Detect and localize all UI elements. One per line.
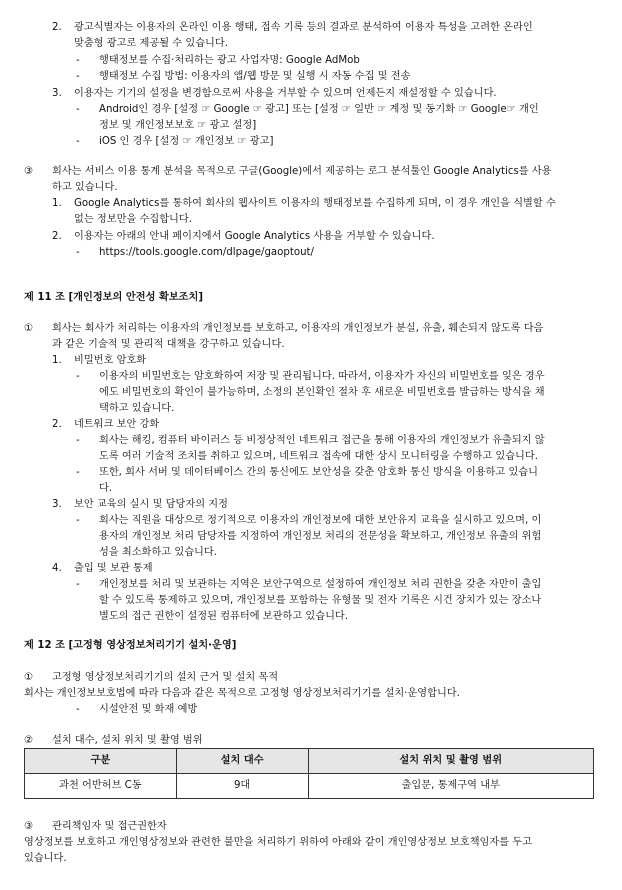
text-line: 다. <box>99 483 113 494</box>
text-line: 회사는 직원을 대상으로 정기적으로 이용자의 개인정보에 대한 보안유지 교육을 실시하고 있으며, 이 <box>99 515 542 526</box>
text-line: iOS 인 경우 [설정 ☞ 개인정보 ☞ 광고] <box>99 136 274 147</box>
text-line: https://tools.google.com/dlpage/gaoptout/ <box>99 247 314 258</box>
text-line: 또한, 회사 서버 및 데이터베이스 간의 통신에도 보안성을 갖춘 암호화 통신 방식을 이용하고 있습니 <box>99 467 538 478</box>
text-line: - <box>76 579 80 590</box>
text-line: 에도 비밀번호의 확인이 불가능하며, 소정의 본인확인 절차 후 새로운 비밀번호를 발급하는 방식을 채 <box>99 387 545 398</box>
text-line: 네트워크 보안 강화 <box>74 419 160 430</box>
text-line: 시설안전 및 화재 예방 <box>99 704 198 715</box>
text-line: 정보 및 개인정보보호 ☞ 광고 설정] <box>99 120 257 131</box>
header-category: 구분 <box>25 749 177 774</box>
text-line: 회사는 해킹, 컴퓨터 바이러스 등 비정상적인 네트워크 접근을 통해 이용자의 개인정보가 유출되지 않 <box>99 435 545 446</box>
text-line: 이용자는 기기의 설정을 변경함으로써 사용을 거부할 수 있으며 언제든지 재설정할 수 있습니다. <box>74 88 497 99</box>
header-location: 설치 위치 및 촬영 범위 <box>308 749 594 774</box>
text-line: 하고 있습니다. <box>52 182 118 193</box>
text-line: 출입 및 보관 통제 <box>74 563 153 574</box>
text-line: 개인정보를 처리 및 보관하는 지역은 보안구역으로 설정하여 개인정보 처리 권한을 갖춘 자만이 출입 <box>99 579 542 590</box>
text-line: ③ <box>24 821 34 832</box>
text-line: - <box>76 371 80 382</box>
table-header-row <box>25 749 594 774</box>
text-line: - <box>76 515 80 526</box>
text-line: - <box>76 435 80 446</box>
text-line: 회사는 서비스 이용 통계 분석을 목적으로 구글(Google)에서 제공하는 로그 분석툴인 Google Analytics를 사용 <box>52 166 552 177</box>
text-line: ① <box>24 323 34 334</box>
text-line: 행태정보를 수집·처리하는 광고 사업자명: Google AdMob <box>99 55 360 66</box>
text-line: - <box>76 104 80 115</box>
text-line: 3. <box>52 88 62 99</box>
text-line: Android인 경우 [설정 ☞ Google ☞ 광고] 또는 [설정 ☞ 일반 ☞ 계정 및 동기화 ☞ Google☞ 개인 <box>99 104 539 115</box>
text-line: 맞춤형 광고로 제공될 수 있습니다. <box>74 38 228 49</box>
cell-category: 과천 어반허브 C동 <box>25 774 177 799</box>
text-line: 이용자의 비밀번호는 암호화하여 저장 및 관리됩니다. 따라서, 이용자가 자신의 비밀번호를 잊은 경우 <box>99 371 545 382</box>
section-heading: 제 11 조 [개인정보의 안전성 확보조치] <box>24 292 203 303</box>
text-line: - <box>76 704 80 715</box>
text-line: 성을 최소화하고 있습니다. <box>99 547 217 558</box>
text-line: 3. <box>52 499 62 510</box>
text-line: 별도의 접근 권한이 설정된 컴퓨터에 보관하고 있습니다. <box>99 611 349 622</box>
table-row <box>25 774 594 799</box>
section-heading: 제 12 조 [고정형 영상정보처리기기 설치·운영] <box>24 640 237 651</box>
text-line: 보안 교육의 실시 및 담당자의 지정 <box>74 499 228 510</box>
text-line: 있습니다. <box>24 853 67 864</box>
text-line: - <box>76 467 80 478</box>
text-line: 회사는 회사가 처리하는 이용자의 개인정보를 보호하고, 이용자의 개인정보가 분실, 유출, 훼손되지 않도록 다음 <box>52 323 544 334</box>
text-line: - <box>76 55 80 66</box>
text-line: ③ <box>24 166 34 177</box>
text-line: - <box>76 136 80 147</box>
text-line: 도록 여러 기술적 조치를 취하고 있으며, 네트워크 접속에 대한 상시 모니터링을 수행하고 있습니다. <box>99 451 538 462</box>
cctv-table <box>24 748 594 799</box>
text-line: 광고식별자는 이용자의 온라인 이용 행태, 접속 기록 등의 결과로 분석하여 이용자 특성을 고려한 온라인 <box>74 22 533 33</box>
text-line: 관리책임자 및 접근권한자 <box>52 821 167 832</box>
text-line: 이용자는 아래의 안내 페이지에서 Google Analytics 사용을 거부할 수 있습니다. <box>74 231 435 242</box>
cell-count: 9대 <box>176 774 308 799</box>
text-line: 할 수 있도록 통제하고 있으며, 개인정보를 포함하는 유형물 및 전자 기록은 시건 장치가 있는 장소나 <box>99 595 542 606</box>
text-line: 과 같은 기술적 및 관리적 대책을 강구하고 있습니다. <box>52 339 285 350</box>
text-line: 회사는 개인정보보호법에 따라 다음과 같은 목적으로 고정형 영상정보처리기기를 설치·운영합니다. <box>24 688 460 699</box>
text-line: 택하고 있습니다. <box>99 403 175 414</box>
text-line: 행태정보 수집 방법: 이용자의 앱/웹 방문 및 실행 시 자동 수집 및 전송 <box>99 71 411 82</box>
text-line: 2. <box>52 231 62 242</box>
header-count: 설치 대수 <box>176 749 308 774</box>
text-line: 비밀번호 암호화 <box>74 355 147 366</box>
text-line: - <box>76 71 80 82</box>
text-line: 2. <box>52 22 62 33</box>
text-line: 없는 정보만을 수집합니다. <box>74 214 192 225</box>
text-line: 1. <box>52 198 62 209</box>
text-line: 1. <box>52 355 62 366</box>
text-line: 용자의 개인정보 처리 담당자를 지정하여 개인정보 처리의 전문성을 확보하고, 개인정보 유출의 위험 <box>99 531 542 542</box>
text-line: ② <box>24 735 34 746</box>
text-line: 영상정보를 보호하고 개인영상정보와 관련한 불만을 처리하기 위하여 아래와 같이 개인영상정보 보호책임자를 두고 <box>24 837 532 848</box>
text-line: 설치 대수, 설치 위치 및 촬영 범위 <box>52 735 203 746</box>
text-line: 4. <box>52 563 62 574</box>
cell-location: 출입문, 통제구역 내부 <box>308 774 594 799</box>
text-line: 고정형 영상정보처리기기의 설치 근거 및 설치 목적 <box>52 672 279 683</box>
text-line: - <box>76 247 80 258</box>
text-line: Google Analytics를 통하여 회사의 웹사이트 이용자의 행태정보를 수집하게 되며, 이 경우 개인을 식별할 수 <box>74 198 556 209</box>
text-line: 2. <box>52 419 62 430</box>
text-line: ① <box>24 672 34 683</box>
